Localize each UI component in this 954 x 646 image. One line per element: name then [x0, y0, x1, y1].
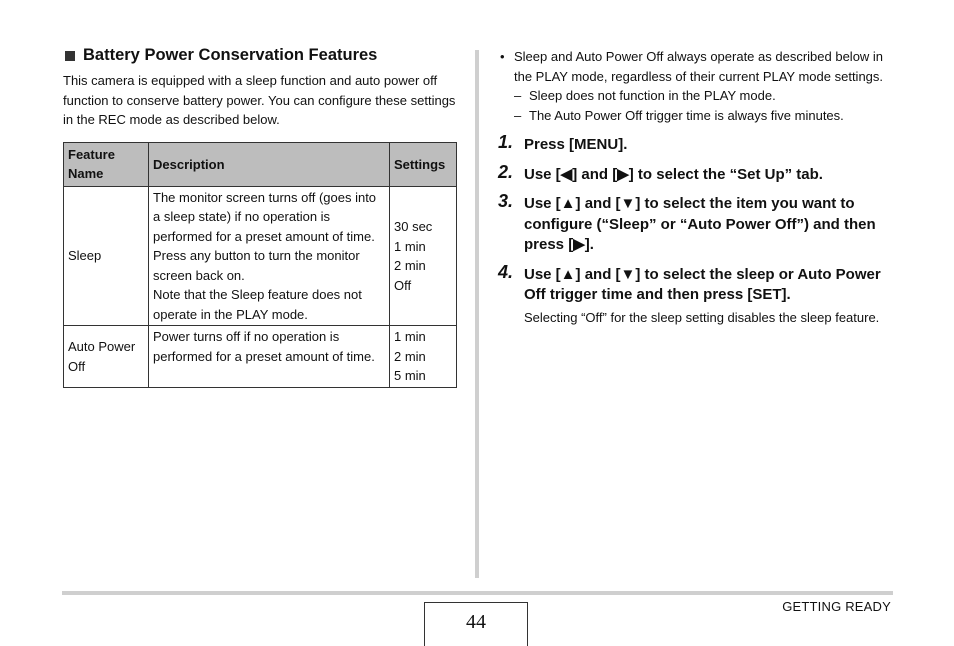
description-text: The monitor screen turns off (goes into a sleep state) if no operation is performed for a preset amount of time. Press any button to turn the monitor screen back on. — [153, 189, 377, 283]
description-text: Power turns off if no operation is performed for a preset amount of time. — [153, 329, 375, 364]
step-note: Selecting “Off” for the sleep setting disables the sleep feature. — [524, 309, 880, 325]
page-number: 44 — [424, 602, 528, 646]
setting-value: 30 sec — [394, 219, 433, 235]
section-title-text: Battery Power Conservation Features — [83, 46, 378, 64]
description-cell — [149, 326, 390, 388]
setting-value: 2 min — [394, 348, 426, 364]
step-text: Use [▲] and [▼] to select the sleep or Auto Power Off trigger time and then press [SET]. — [524, 265, 881, 304]
header-settings: Settings — [390, 142, 457, 186]
settings-cell — [390, 326, 457, 388]
setting-value: 1 min — [394, 329, 426, 345]
step-text: Use [▲] and [▼] to select the item you want to configure (“Sleep” or “Auto Power Off”) and then press [▶]. — [524, 195, 876, 254]
sub-note-text: Sleep does not function in the PLAY mode. — [529, 88, 776, 104]
setting-value: 5 min — [394, 368, 426, 384]
dash-icon: – — [514, 88, 522, 104]
feature-name-cell: Sleep — [64, 186, 149, 326]
footer-rule — [62, 591, 893, 595]
list-item — [498, 106, 898, 126]
dash-icon: – — [514, 107, 522, 123]
table-row — [64, 186, 457, 326]
step-number: 4. — [498, 261, 514, 282]
column-divider — [475, 50, 479, 578]
step-text: Press [MENU]. — [524, 136, 628, 154]
setting-value: 2 min — [394, 258, 426, 274]
right-column — [498, 47, 898, 336]
table-header-row — [64, 142, 457, 186]
list-item — [498, 47, 898, 86]
feature-name-cell: Auto Power Off — [64, 326, 149, 388]
note-text: Sleep and Auto Power Off always operate as described below in the PLAY mode, regardless of their current PLAY mode settings. — [514, 49, 884, 84]
description-note: Note that the Sleep feature does not operate in the PLAY mode. — [153, 287, 362, 322]
step-number: 3. — [498, 191, 514, 212]
notes-list — [498, 47, 898, 125]
step-4 — [498, 261, 898, 328]
header-description: Description — [149, 142, 390, 186]
step-text: Use [◀] and [▶] to select the “Set Up” tab. — [524, 165, 823, 183]
features-table — [63, 142, 457, 388]
description-cell — [149, 186, 390, 326]
header-feature-name: Feature Name — [64, 142, 149, 186]
table-row — [64, 326, 457, 388]
step-1 — [498, 132, 898, 156]
bullet-dot-icon: • — [500, 49, 505, 64]
list-item — [498, 86, 898, 106]
setting-value: 1 min — [394, 238, 426, 254]
step-3 — [498, 191, 898, 256]
intro-paragraph: This camera is equipped with a sleep function and auto power off function to conserve battery power. You can configure these settings in the REC mode as described below. — [63, 73, 456, 128]
chapter-label: GETTING READY — [782, 599, 891, 614]
square-bullet-icon — [65, 51, 75, 61]
step-2 — [498, 161, 898, 186]
step-number: 2. — [498, 161, 514, 182]
left-column — [63, 46, 458, 388]
sub-note-text: The Auto Power Off trigger time is always five minutes. — [529, 107, 844, 123]
settings-cell — [390, 186, 457, 326]
procedure-steps — [498, 132, 898, 327]
section-title — [63, 46, 458, 65]
setting-value: Off — [394, 277, 412, 293]
step-number: 1. — [498, 132, 514, 153]
